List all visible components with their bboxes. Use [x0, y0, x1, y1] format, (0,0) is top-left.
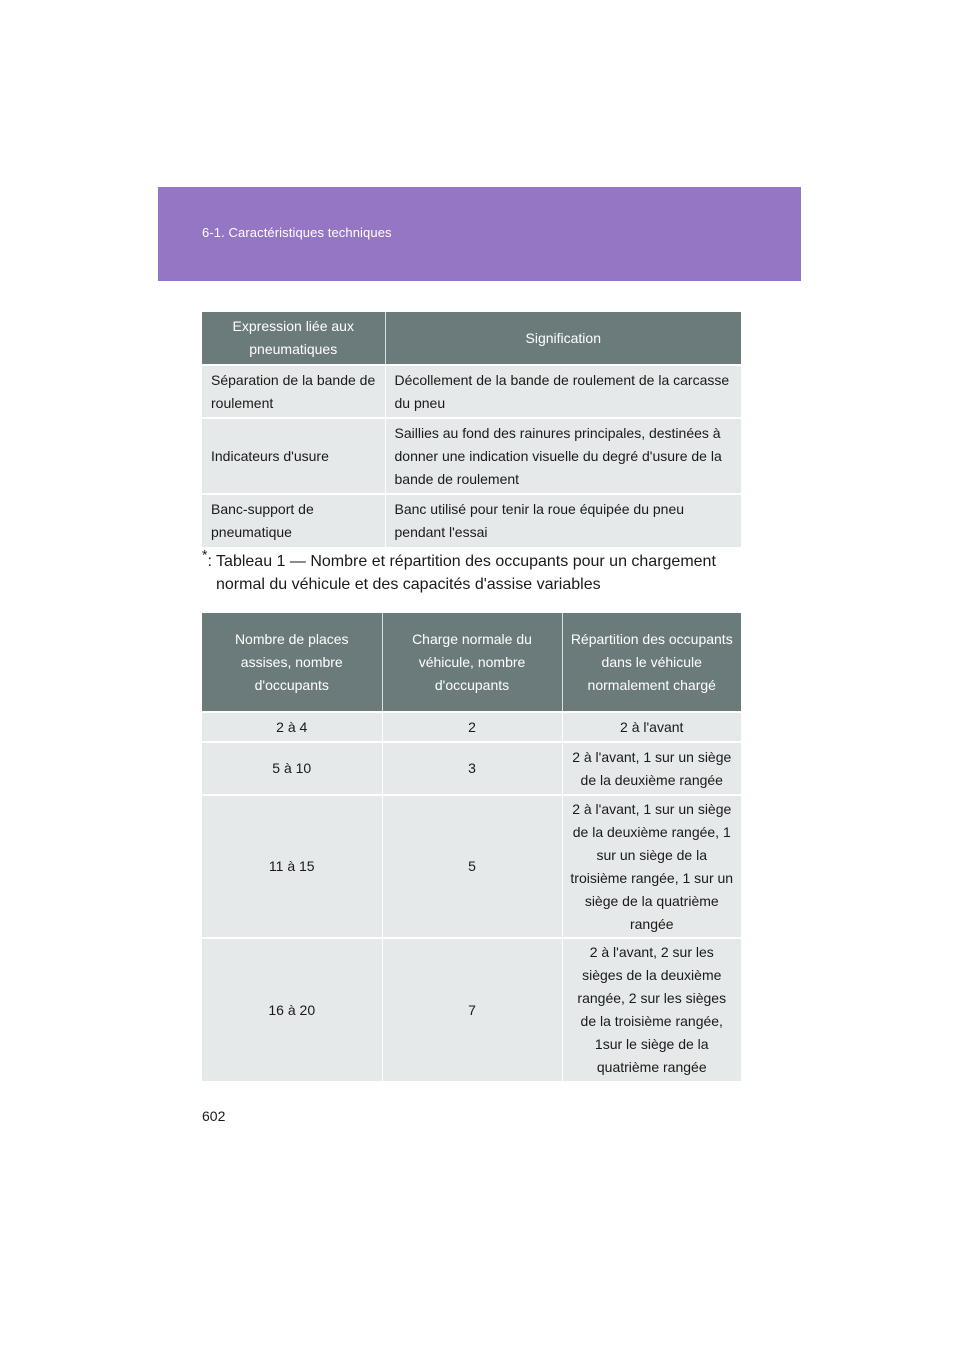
column-header-expression: Expression liée aux pneumatiques [202, 312, 385, 365]
section-header-band [158, 187, 801, 281]
footnote [202, 546, 738, 596]
distribution-cell: 2 à l'avant, 2 sur les sièges de la deuxième rangée, 2 sur les sièges de la troisième rangée, 1sur le siège de la quatrième rangée [562, 938, 741, 1081]
column-header-signification: Signification [385, 312, 741, 365]
table-header-row [202, 613, 741, 712]
column-header-normal-load: Charge normale du véhicule, nombre d'occupants [382, 613, 562, 712]
term-cell: Banc-support de pneumatique [202, 494, 385, 547]
table-row [202, 712, 741, 742]
column-header-distribution: Répartition des occupants dans le véhicule normalement chargé [562, 613, 741, 712]
table-row [202, 494, 741, 547]
table-header-row [202, 312, 741, 365]
load-cell: 5 [382, 795, 562, 938]
footnote-line-1: : Tableau 1 — Nombre et répartition des occupants pour un chargement [207, 553, 716, 570]
distribution-cell: 2 à l'avant, 1 sur un siège de la deuxième rangée, 1 sur un siège de la troisième rangée, 1 sur un siège de la quatrième rangée [562, 795, 741, 938]
load-cell: 7 [382, 938, 562, 1081]
column-header-seating-capacity: Nombre de places assises, nombre d'occupants [202, 613, 382, 712]
meaning-cell: Saillies au fond des rainures principales, destinées à donner une indication visuelle du degré d'usure de la bande de roulement [385, 418, 741, 494]
footnote-marker: * [202, 546, 208, 563]
seating-cell: 11 à 15 [202, 795, 382, 938]
seating-cell: 2 à 4 [202, 712, 382, 742]
load-cell: 3 [382, 742, 562, 795]
distribution-cell: 2 à l'avant, 1 sur un siège de la deuxième rangée [562, 742, 741, 795]
term-cell: Séparation de la bande de roulement [202, 365, 385, 418]
seating-cell: 16 à 20 [202, 938, 382, 1081]
footnote-line-2: normal du véhicule et des capacités d'assise variables [216, 576, 601, 593]
distribution-cell: 2 à l'avant [562, 712, 741, 742]
table-row [202, 795, 741, 938]
meaning-cell: Décollement de la bande de roulement de la carcasse du pneu [385, 365, 741, 418]
table-row [202, 418, 741, 494]
term-cell: Indicateurs d'usure [202, 418, 385, 494]
table-row [202, 938, 741, 1081]
load-cell: 2 [382, 712, 562, 742]
page-number: 602 [202, 1108, 226, 1124]
section-title: 6-1. Caractéristiques techniques [202, 225, 392, 240]
table-row [202, 742, 741, 795]
occupant-distribution-table [202, 613, 741, 1081]
seating-cell: 5 à 10 [202, 742, 382, 795]
tire-terms-table [202, 312, 741, 547]
table-row [202, 365, 741, 418]
meaning-cell: Banc utilisé pour tenir la roue équipée du pneu pendant l'essai [385, 494, 741, 547]
